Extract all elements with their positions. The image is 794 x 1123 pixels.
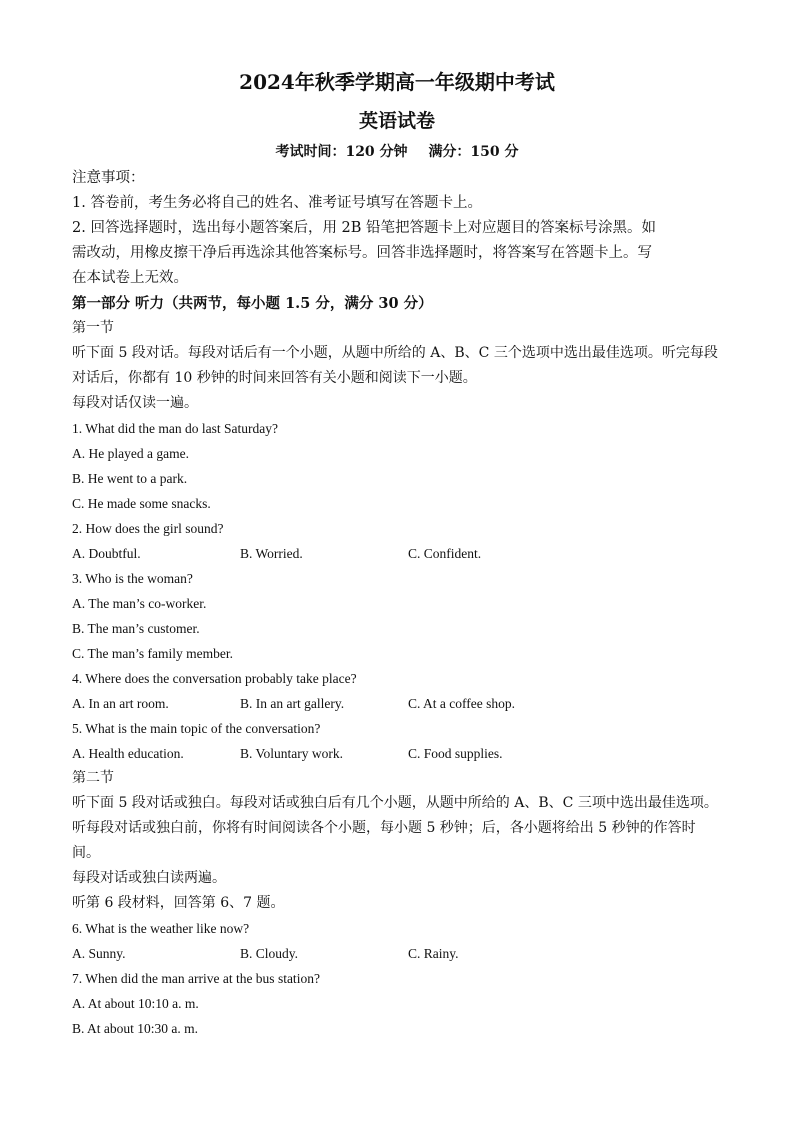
notice-line: 2. 回答选择题时，选出每小题答案后，用 2B 铅笔把答题卡上对应题目的答案标号涂黑。如 — [72, 220, 657, 236]
question-3: 3. Who is the woman? — [72, 571, 193, 586]
notice-line: 1. 答卷前，考生务必将自己的姓名、准考证号填写在答题卡上。 — [72, 195, 482, 211]
q4-option-a: A. In an art room. — [72, 696, 169, 711]
exam-time: 考试时间：120 分钟 — [275, 144, 408, 160]
q1-option-b: B. He went to a park. — [72, 471, 188, 486]
q7-option-a: A. At about 10:10 a. m. — [72, 996, 199, 1011]
question-7: 7. When did the man arrive at the bus station? — [72, 971, 320, 986]
section2-instruction: 听下面 5 段对话或独白。每段对话或独白后有几个小题，从题中所给的 A、B、C 三项中选出最佳选项。 — [72, 795, 718, 811]
q6-options — [72, 941, 722, 966]
notice-block — [72, 166, 722, 291]
q6-option-b: B. Cloudy. — [240, 946, 299, 961]
section1-instruction: 听下面 5 段对话。每段对话后有一个小题，从题中所给的 A、B、C 三个选项中选出最佳选项。听完每段 — [72, 345, 718, 361]
q3-option-a: A. The man’s co-worker. — [72, 596, 207, 611]
notice-line: 需改动，用橡皮擦干净后再选涂其他答案标号。回答非选择题时，将答案写在答题卡上。写 — [72, 245, 652, 261]
q5-option-c: C. Food supplies. — [408, 746, 503, 761]
q6-option-a: A. Sunny. — [72, 946, 126, 961]
q7-option-b: B. At about 10:30 a. m. — [72, 1021, 198, 1036]
question-1: 1. What did the man do last Saturday? — [72, 421, 278, 436]
question-6: 6. What is the weather like now? — [72, 921, 250, 936]
section2-title: 第二节 — [72, 770, 114, 786]
q3-option-c: C. The man’s family member. — [72, 646, 233, 661]
q4-options — [72, 691, 722, 716]
q1-option-c: C. He made some snacks. — [72, 496, 211, 511]
exam-meta — [72, 140, 722, 164]
q5-option-b: B. Voluntary work. — [240, 746, 344, 761]
section2-instruction: 每段对话或独白读两遍。 — [72, 870, 226, 886]
part1-heading: 第一部分 听力（共两节，每小题 1.5 分，满分 30 分） — [72, 295, 433, 312]
q1-option-a: A. He played a game. — [72, 446, 189, 461]
section1-title: 第一节 — [72, 320, 114, 336]
q5-options — [72, 741, 722, 766]
q2-option-b: B. Worried. — [240, 546, 303, 561]
q6-option-c: C. Rainy. — [408, 946, 459, 961]
section1-instruction: 对话后，你都有 10 秒钟的时间来回答有关小题和阅读下一小题。 — [72, 370, 477, 386]
q5-option-a: A. Health education. — [72, 746, 184, 761]
question-2: 2. How does the girl sound? — [72, 521, 224, 536]
question-4: 4. Where does the conversation probably take place? — [72, 671, 357, 686]
exam-subtitle: 英语试卷 — [358, 110, 435, 132]
q4-option-c: C. At a coffee shop. — [408, 696, 515, 711]
section2-instruction: 听每段对话或独白前，你将有时间阅读各个小题，每小题 5 秒钟；后，各小题将给出 5 秒钟的作答时间。 — [72, 820, 696, 861]
notice-line: 在本试卷上无效。 — [72, 270, 188, 286]
q3-option-b: B. The man’s customer. — [72, 621, 200, 636]
section1-instruction: 每段对话仅读一遍。 — [72, 395, 198, 411]
q4-option-b: B. In an art gallery. — [240, 696, 345, 711]
exam-title: 2024年秋季学期高一年级期中考试 — [239, 70, 555, 94]
q2-option-a: A. Doubtful. — [72, 546, 141, 561]
q2-option-c: C. Confident. — [408, 546, 482, 561]
material-6-note: 听第 6 段材料，回答第 6、7 题。 — [72, 895, 285, 911]
question-5: 5. What is the main topic of the conversation? — [72, 721, 321, 736]
exam-score: 满分：150 分 — [428, 144, 519, 160]
notice-heading: 注意事项： — [72, 170, 145, 186]
q2-options — [72, 541, 722, 566]
